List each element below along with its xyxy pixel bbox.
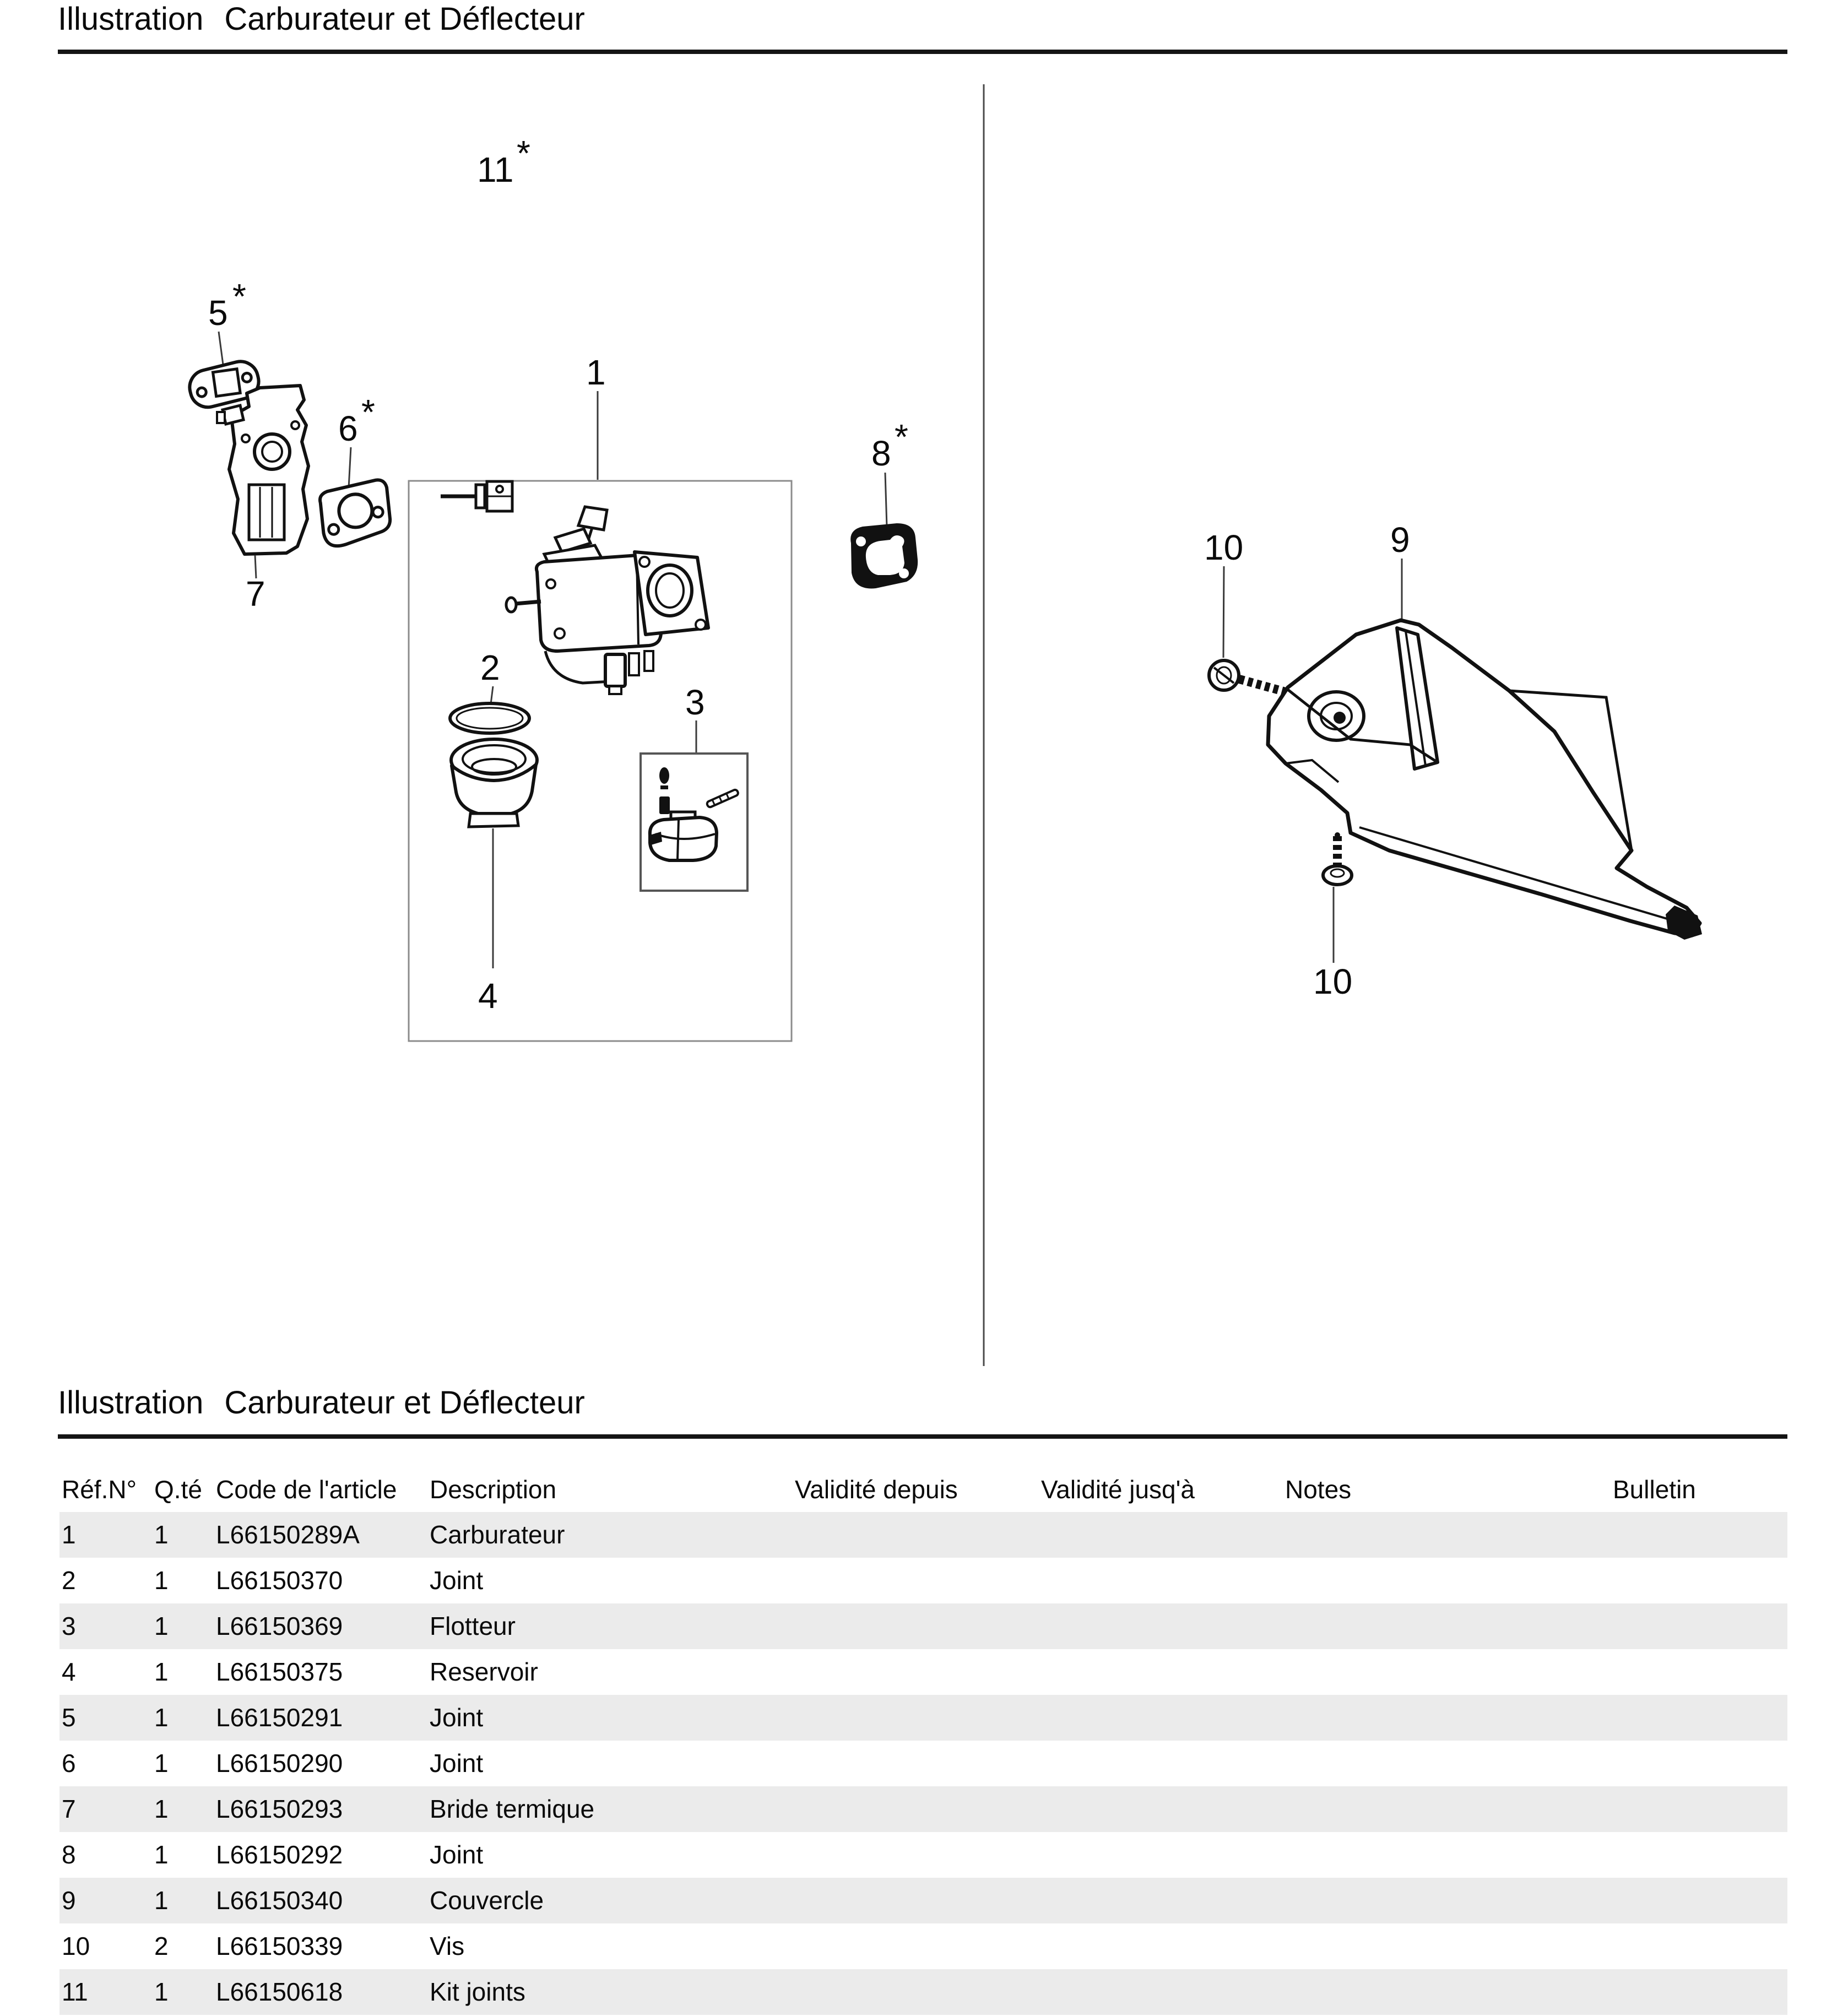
cell-desc: Bride termique (430, 1795, 595, 1823)
cell-ref: 5 (62, 1703, 76, 1732)
cell-desc: Vis (430, 1932, 465, 1960)
leader-line-6 (349, 447, 351, 488)
table-section-title (58, 1386, 585, 1420)
cell-code: L66150618 (216, 1977, 343, 2006)
leader-line-8 (885, 473, 887, 527)
callout-9-label: 9 (1390, 520, 1410, 560)
table-row (59, 1786, 1787, 1832)
cell-code: L66150293 (216, 1795, 343, 1823)
cell-ref: 1 (62, 1520, 76, 1549)
cell-ref: 8 (62, 1840, 76, 1869)
part-6-gasket (317, 479, 394, 548)
cell-code: L66150370 (216, 1566, 343, 1595)
callout-1-label: 1 (586, 353, 606, 392)
table-row (59, 1923, 1787, 1969)
table-row (59, 1741, 1787, 1786)
leader-line-5 (219, 332, 223, 365)
cell-qty: 1 (154, 1612, 169, 1640)
col-header-ref: Réf.N° (62, 1475, 137, 1504)
callout-7-label: 7 (246, 574, 265, 614)
callout-6-label: 6 (338, 409, 358, 448)
leader-line-2 (491, 686, 493, 704)
part-8-gasket (850, 523, 918, 588)
cell-desc: Joint (430, 1703, 484, 1732)
cell-qty: 1 (154, 1703, 169, 1732)
cell-ref: 11 (62, 1977, 88, 2006)
callout-10a-label: 10 (1204, 528, 1244, 567)
table-row (59, 1969, 1787, 2015)
callout-8-star: * (895, 417, 908, 457)
callout-3-label: 3 (685, 682, 705, 722)
table-header-row (0, 1475, 1821, 1508)
cell-code: L66150339 (216, 1932, 343, 1960)
cell-desc: Reservoir (430, 1657, 538, 1686)
table-row (59, 1832, 1787, 1878)
callout-5-star: * (232, 277, 246, 316)
part-3-float-kit (641, 754, 747, 891)
cell-ref: 4 (62, 1657, 76, 1686)
page-title-prefix: Illustration (58, 1, 204, 37)
callout-2-label: 2 (480, 648, 500, 687)
cell-qty: 2 (154, 1932, 169, 1960)
cell-desc: Joint (430, 1566, 484, 1595)
cell-code: L66150289A (216, 1520, 360, 1549)
cell-qty: 1 (154, 1749, 169, 1777)
table-row (59, 1512, 1787, 1558)
col-header-desc: Description (430, 1475, 557, 1504)
callout-5-label: 5 (208, 293, 228, 333)
cell-ref: 7 (62, 1795, 76, 1823)
table-row (59, 1649, 1787, 1695)
table-title-subject: Carburateur et Déflecteur (224, 1385, 585, 1421)
callout-8-label: 8 (871, 433, 891, 473)
cell-ref: 3 (62, 1612, 76, 1640)
col-header-notes: Notes (1285, 1475, 1352, 1504)
cell-qty: 1 (154, 1566, 169, 1595)
part-4-float-bowl (451, 739, 537, 827)
cell-ref: 10 (62, 1932, 90, 1960)
cell-code: L66150369 (216, 1612, 343, 1640)
cell-code: L66150290 (216, 1749, 343, 1777)
cell-desc: Kit joints (430, 1977, 525, 2006)
cell-ref: 6 (62, 1749, 76, 1777)
leader-line-10a (1223, 566, 1224, 658)
callout-11-label: 11 (477, 150, 514, 189)
table-row (59, 1603, 1787, 1649)
table-row (59, 1878, 1787, 1923)
cell-code: L66150340 (216, 1886, 343, 1915)
cell-desc: Joint (430, 1840, 484, 1869)
cell-ref: 2 (62, 1566, 76, 1595)
callout-11-star: * (517, 133, 530, 173)
part-1-idle-screw (441, 481, 512, 511)
callout-10b-label: 10 (1313, 962, 1353, 1001)
part-2-oring (450, 703, 529, 733)
table-row (59, 1558, 1787, 1603)
cell-qty: 1 (154, 1977, 169, 2006)
cell-qty: 1 (154, 1840, 169, 1869)
table-title-prefix: Illustration (58, 1385, 204, 1421)
col-header-valid-to: Validité jusq'à (1041, 1475, 1195, 1504)
cell-qty: 1 (154, 1657, 169, 1686)
col-header-qty: Q.té (154, 1475, 202, 1504)
part-10-screw-lower (1323, 832, 1352, 885)
part-7-thermal-flange (217, 386, 308, 554)
col-header-bulletin: Bulletin (1613, 1475, 1696, 1504)
cell-code: L66150375 (216, 1657, 343, 1686)
col-header-valid-from: Validité depuis (795, 1475, 958, 1504)
cell-desc: Flotteur (430, 1612, 516, 1640)
cell-desc: Carburateur (430, 1520, 565, 1549)
cell-code: L66150292 (216, 1840, 343, 1869)
cell-desc: Joint (430, 1749, 484, 1777)
col-header-code: Code de l'article (216, 1475, 397, 1504)
table-row (59, 1695, 1787, 1741)
part-1-carburetor (506, 507, 708, 694)
callout-4-label: 4 (478, 976, 498, 1016)
cell-qty: 1 (154, 1795, 169, 1823)
page-title-subject: Carburateur et Déflecteur (224, 1, 585, 37)
cell-qty: 1 (154, 1520, 169, 1549)
cell-ref: 9 (62, 1886, 76, 1915)
callout-6-star: * (361, 392, 375, 432)
cell-code: L66150291 (216, 1703, 343, 1732)
cell-qty: 1 (154, 1886, 169, 1915)
cell-desc: Couvercle (430, 1886, 544, 1915)
title-rule-table (58, 1434, 1787, 1439)
